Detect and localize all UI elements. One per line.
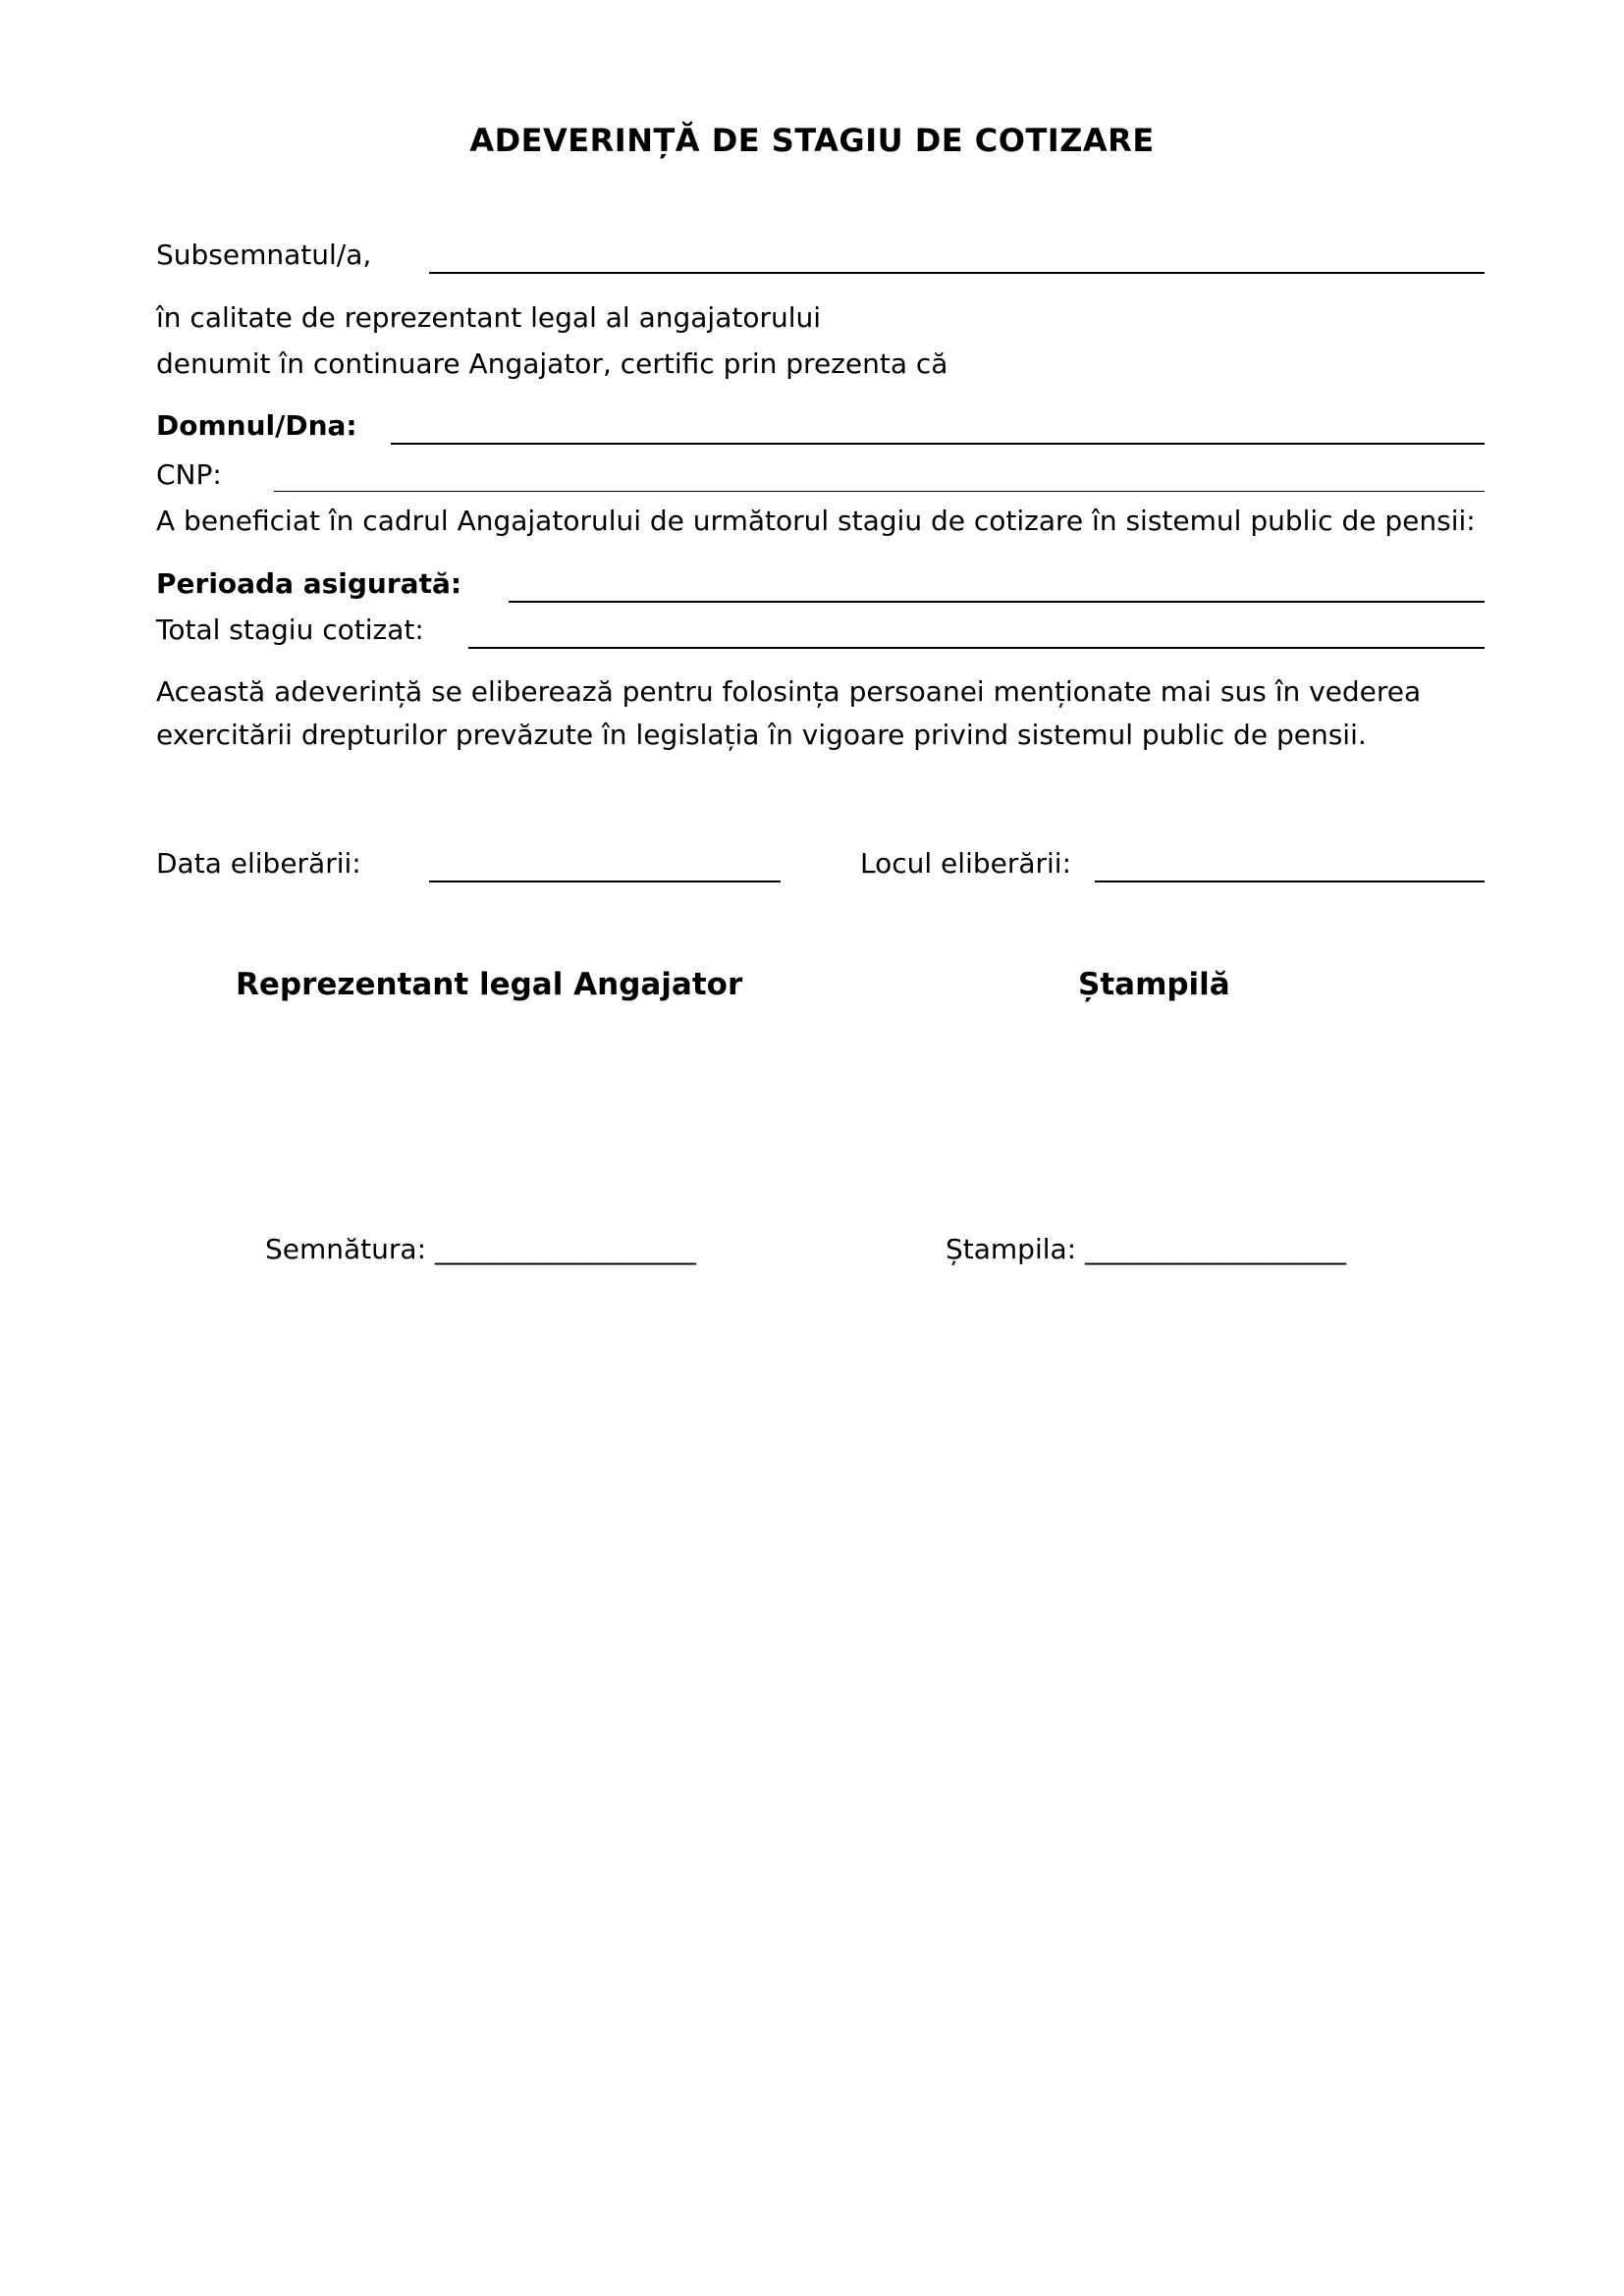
stampila-heading: Ștampilă xyxy=(1078,967,1230,1002)
document-title: ADEVERINȚĂ DE STAGIU DE COTIZARE xyxy=(469,122,1155,159)
stampila-field[interactable]: Ștampila: ___________________ xyxy=(946,1233,1347,1265)
domnul-field-line[interactable] xyxy=(391,443,1485,445)
subsemnatul-field-line[interactable] xyxy=(429,272,1485,274)
beneficiat-text: A beneficiat în cadrul Angajatorului de următorul stagiu de cotizare în sistemul public de pensii: xyxy=(156,505,1476,537)
domnul-label: Domnul/Dna: xyxy=(156,409,357,442)
cnp-field-line[interactable] xyxy=(274,491,1485,492)
data-eliberarii-label: Data eliberării: xyxy=(156,847,361,880)
semnatura-field[interactable]: Semnătura: ___________________ xyxy=(265,1233,696,1265)
scop-paragraph: Această adeverință se eliberează pentru folosința persoanei menționate mai sus în vederea exercitării drepturilor prevăzute în legislația în vigoare privind sistemul public de pensii. xyxy=(156,675,1422,751)
perioada-field-line[interactable] xyxy=(509,601,1485,603)
locul-eliberarii-label: Locul eliberării: xyxy=(860,847,1072,880)
intro-line-2: denumit în continuare Angajator, certific prin prezenta că xyxy=(156,347,948,380)
total-field-line[interactable] xyxy=(468,647,1485,649)
data-eliberarii-field-line[interactable] xyxy=(429,881,781,882)
intro-line-1: în calitate de reprezentant legal al angajatorului xyxy=(156,301,822,334)
perioada-label: Perioada asigurată: xyxy=(156,567,462,600)
total-label: Total stagiu cotizat: xyxy=(156,614,424,646)
subsemnatul-label: Subsemnatul/a, xyxy=(156,239,372,271)
cnp-label: CNP: xyxy=(156,458,222,491)
locul-eliberarii-field-line[interactable] xyxy=(1095,881,1485,882)
reprezentant-heading: Reprezentant legal Angajator xyxy=(236,967,743,1002)
